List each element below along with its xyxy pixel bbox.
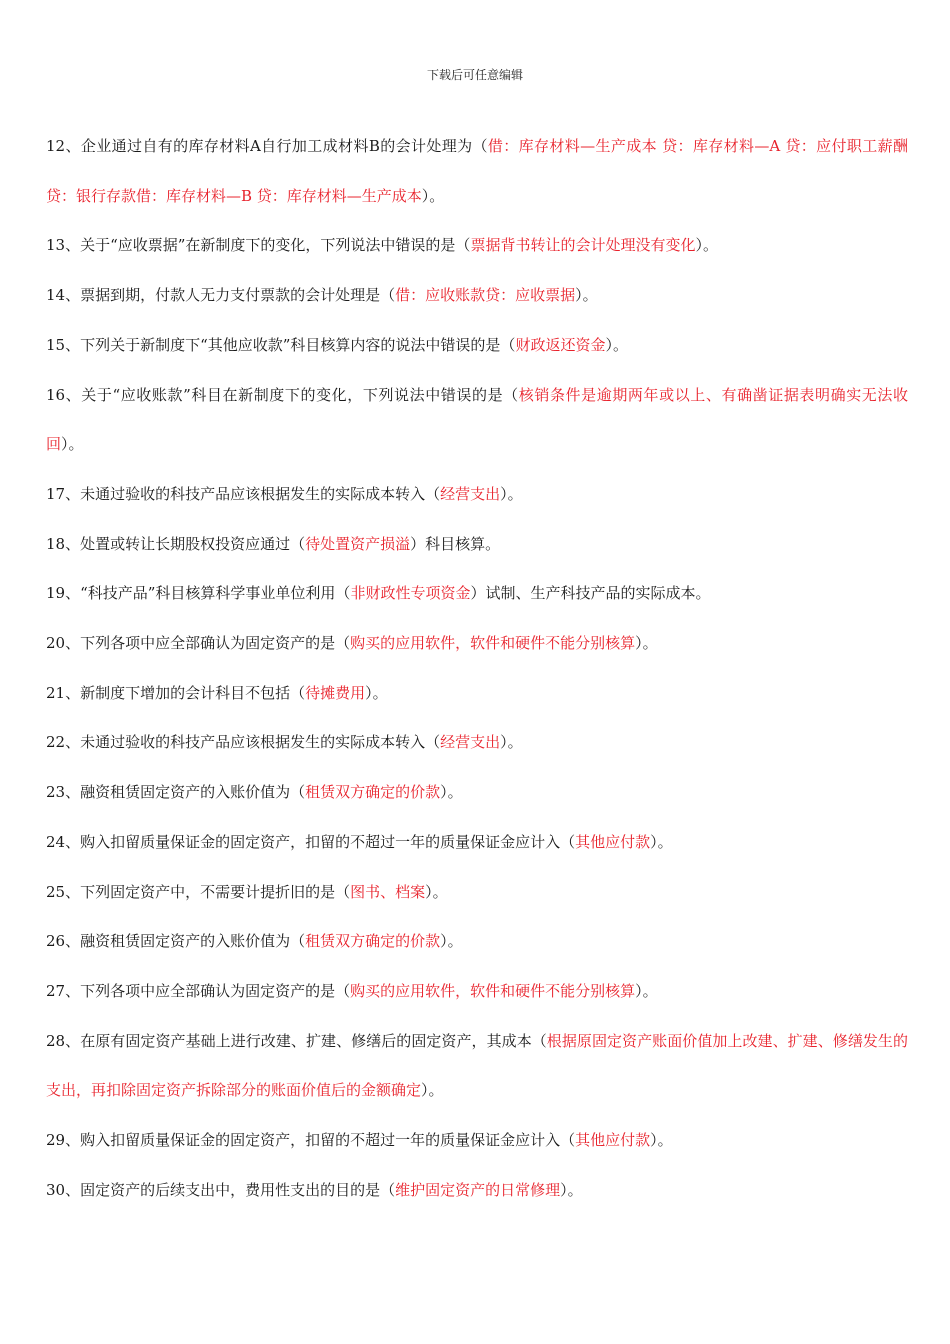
answer-text: 购买的应用软件，软件和硬件不能分别核算 <box>350 981 636 1000</box>
question-12 <box>46 122 908 221</box>
question-suffix: ）。 <box>575 286 598 305</box>
question-text: 25、下列固定资产中，不需要计提折旧的是（ <box>46 882 351 901</box>
question-text: 29、购入扣留质量保证金的固定资产，扣留的不超过一年的质量保证金应计入（ <box>46 1131 576 1150</box>
question-17 <box>46 470 908 520</box>
question-suffix: ）。 <box>440 783 463 802</box>
question-text: 18、处置或转让长期股权投资应通过（ <box>46 534 306 553</box>
question-text: 20、下列各项中应全部确认为固定资产的是（ <box>46 634 351 653</box>
answer-text: 其他应付款 <box>575 832 651 851</box>
question-text: 14、票据到期，付款人无力支付票款的会计处理是（ <box>46 286 396 305</box>
answer-text: 根据原固定资产账面价值加上改建、扩建、修缮发生的支出，再扣除固定资产拆除部分的账面价值后的金额确定 <box>46 1031 908 1100</box>
question-suffix: ）科目核算。 <box>410 534 501 553</box>
question-suffix: ）。 <box>635 981 658 1000</box>
question-16 <box>46 371 908 470</box>
question-25 <box>46 868 908 918</box>
question-text: 16、关于“应收账款”科目在新制度下的变化，下列说法中错误的是（ <box>46 385 519 404</box>
question-22 <box>46 718 908 768</box>
question-30 <box>46 1166 908 1216</box>
question-21 <box>46 669 908 719</box>
answer-text: 维护固定资产的日常修理 <box>395 1180 561 1199</box>
question-list <box>46 122 908 1215</box>
answer-text: 待摊费用 <box>305 683 366 702</box>
question-15 <box>46 321 908 371</box>
answer-text: 借：库存材料—生产成本 贷：库存材料—A 贷：应付职工薪酬贷：银行存款借：库存材料—B 贷：库存材料—生产成本 <box>46 137 909 205</box>
question-suffix: ）。 <box>500 484 523 503</box>
answer-text: 票据背书转让的会计处理没有变化 <box>470 236 696 255</box>
question-text: 26、融资租赁固定资产的入账价值为（ <box>46 932 306 951</box>
question-suffix: ）。 <box>365 683 388 702</box>
question-29 <box>46 1116 908 1166</box>
question-suffix: ）。 <box>425 882 448 901</box>
question-suffix: ）。 <box>61 435 84 454</box>
question-24 <box>46 818 908 868</box>
question-19 <box>46 569 908 619</box>
answer-text: 图书、档案 <box>350 882 426 901</box>
answer-text: 核销条件是逾期两年或以上、有确凿证据表明确实无法收回 <box>46 385 908 454</box>
answer-text: 经营支出 <box>440 484 501 503</box>
question-suffix: ）试制、生产科技产品的实际成本。 <box>470 584 711 603</box>
answer-text: 经营支出 <box>440 733 501 752</box>
question-text: 24、购入扣留质量保证金的固定资产，扣留的不超过一年的质量保证金应计入（ <box>46 832 576 851</box>
question-13 <box>46 221 908 271</box>
question-suffix: ）。 <box>440 932 463 951</box>
question-28 <box>46 1017 908 1116</box>
question-text: 17、未通过验收的科技产品应该根据发生的实际成本转入（ <box>46 484 441 503</box>
question-suffix: ）。 <box>695 236 718 255</box>
question-23 <box>46 768 908 818</box>
question-suffix: ）。 <box>635 634 658 653</box>
question-suffix: ）。 <box>421 1081 444 1100</box>
question-suffix: ）。 <box>650 1131 673 1150</box>
question-text: 13、关于“应收票据”在新制度下的变化，下列说法中错误的是（ <box>46 236 471 255</box>
question-27 <box>46 967 908 1017</box>
question-20 <box>46 619 908 669</box>
question-text: 15、下列关于新制度下“其他应收款”科目核算内容的说法中错误的是（ <box>46 335 516 354</box>
question-text: 28、在原有固定资产基础上进行改建、扩建、修缮后的固定资产，其成本（ <box>46 1031 547 1050</box>
question-suffix: ）。 <box>500 733 523 752</box>
question-suffix: ）。 <box>421 186 445 205</box>
answer-text: 借：应收账款贷：应收票据 <box>395 286 576 305</box>
question-suffix: ）。 <box>605 335 628 354</box>
question-26 <box>46 917 908 967</box>
question-text: 19、“科技产品”科目核算科学事业单位利用（ <box>46 584 351 603</box>
answer-text: 租赁双方确定的价款 <box>305 783 441 802</box>
question-text: 12、企业通过自有的库存材料A自行加工成材料B的会计处理为（ <box>46 137 488 155</box>
question-18 <box>46 520 908 570</box>
question-text: 23、融资租赁固定资产的入账价值为（ <box>46 783 306 802</box>
question-suffix: ）。 <box>650 832 673 851</box>
question-text: 22、未通过验收的科技产品应该根据发生的实际成本转入（ <box>46 733 441 752</box>
question-suffix: ）。 <box>560 1180 583 1199</box>
page-header: 下载后可任意编辑 <box>426 68 523 82</box>
answer-text: 待处置资产损溢 <box>305 534 411 553</box>
question-text: 27、下列各项中应全部确认为固定资产的是（ <box>46 981 351 1000</box>
answer-text: 非财政性专项资金 <box>350 584 471 603</box>
answer-text: 购买的应用软件，软件和硬件不能分别核算 <box>350 634 636 653</box>
answer-text: 其他应付款 <box>575 1131 651 1150</box>
answer-text: 财政返还资金 <box>515 335 606 354</box>
question-text: 30、固定资产的后续支出中，费用性支出的目的是（ <box>46 1180 396 1199</box>
question-14 <box>46 271 908 321</box>
question-text: 21、新制度下增加的会计科目不包括（ <box>46 683 306 702</box>
answer-text: 租赁双方确定的价款 <box>305 932 441 951</box>
